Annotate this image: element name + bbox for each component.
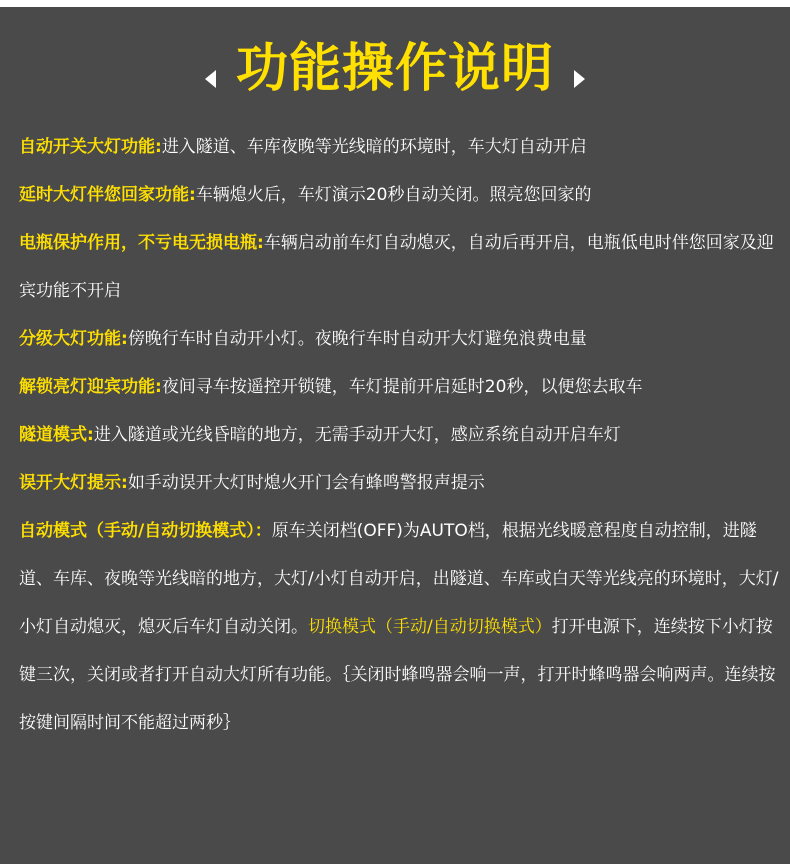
feature-item-auto-mode	[19, 507, 779, 747]
feature-text: 进入隧道、车库夜晚等光线暗的环境时，车大灯自动开启	[161, 137, 587, 157]
feature-text: 车辆熄火后，车灯演示20秒自动关闭。照亮您回家的	[195, 185, 592, 205]
feature-label: 延时大灯伴您回家功能:	[19, 185, 196, 205]
feature-text: 夜间寻车按遥控开锁键，车灯提前开启延时20秒，以便您去取车	[161, 377, 643, 397]
switch-mode-text: 打开电源下，连续按下小灯按键三次，关闭或者打开自动大灯所有功能。｛关闭时蜂鸣器会响一声，打开时蜂鸣器会响两声。连续按按键间隔时间不能超过两秒｝	[19, 617, 776, 733]
feature-item-tunnel-mode	[19, 411, 779, 459]
feature-label: 电瓶保护作用，不亏电无损电瓶:	[19, 233, 264, 253]
triangle-left-icon	[205, 70, 216, 88]
auto-mode-text: 原车关闭档(OFF)为AUTO档，根据光线暖意程度自动控制，进隧道、车库、夜晚等光线暗的地方，大灯/小灯自动开启，出隧道、车库或白天等光线亮的环境时，大灯/小灯自动熄灭，熄灭后车灯自动关闭。	[19, 521, 779, 637]
feature-item-auto-headlight	[19, 123, 779, 171]
feature-item-unlock-welcome	[19, 363, 779, 411]
feature-item-graded-headlight	[19, 315, 779, 363]
feature-text: 傍晚行车时自动开小灯。夜晚行车时自动开大灯避免浪费电量	[127, 329, 587, 349]
title-row	[0, 29, 790, 109]
feature-label: 解锁亮灯迎宾功能:	[19, 377, 162, 397]
feature-text: 如手动误开大灯时熄火开门会有蜂鸣警报声提示	[127, 473, 485, 493]
auto-mode-label: 自动模式（手动/自动切换模式）：	[19, 521, 272, 541]
switch-mode-label: 切换模式（手动/自动切换模式）	[308, 617, 552, 637]
feature-item-battery-protection	[19, 219, 779, 315]
triangle-right-icon	[574, 70, 585, 88]
feature-item-wrong-on-alert	[19, 459, 779, 507]
feature-label: 误开大灯提示:	[19, 473, 128, 493]
feature-list	[19, 123, 779, 747]
feature-label: 分级大灯功能:	[19, 329, 128, 349]
page-title: 功能操作说明	[235, 39, 554, 99]
feature-item-follow-me-home	[19, 171, 779, 219]
feature-label: 自动开关大灯功能:	[19, 137, 162, 157]
feature-text: 进入隧道或光线昏暗的地方，无需手动开大灯，感应系统自动开启车灯	[93, 425, 621, 445]
feature-text: 车辆启动前车灯自动熄灭，自动后再开启，电瓶低电时伴您回家及迎宾功能不开启	[19, 233, 774, 301]
feature-label: 隧道模式:	[19, 425, 94, 445]
